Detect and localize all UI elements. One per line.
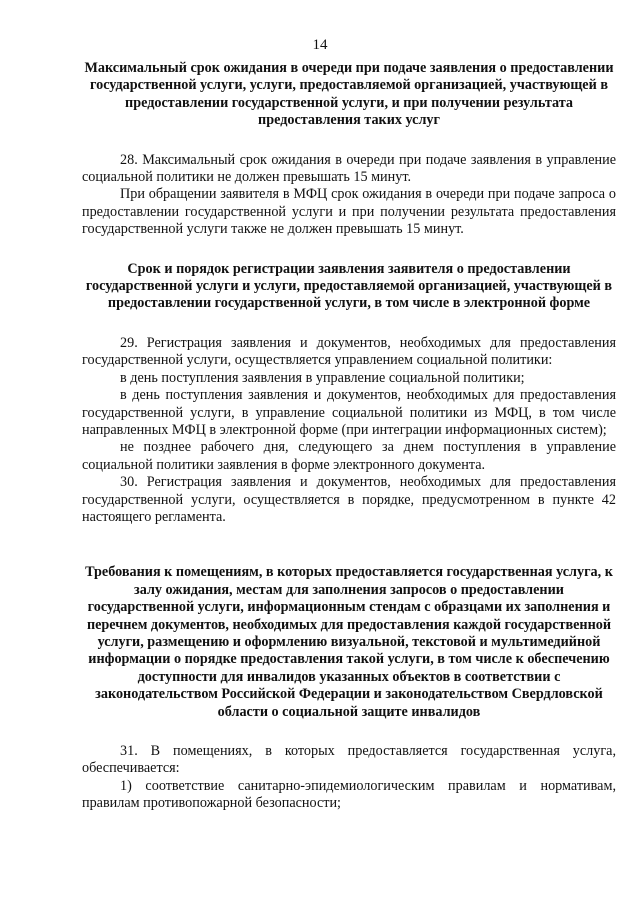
paragraph-29-item-1: в день поступления заявления в управление социальной политики; bbox=[120, 369, 525, 386]
paragraph-28: 28. Максимальный срок ожидания в очереди при подаче заявления в управление социальной политики не должен превышать 15 минут. bbox=[82, 151, 616, 186]
spacer bbox=[82, 130, 616, 152]
spacer bbox=[82, 313, 616, 335]
section-heading-queue-time: Максимальный срок ожидания в очереди при подаче заявления о предоставлении государственной услуги, услуги, предоставляемой организацией, участвующей в предоставлении государственной услуги, и при получении результата предоставления таких услуг bbox=[84, 60, 614, 129]
paragraph-31-item-1: 1) соответствие санитарно-эпидемиологическим правилам и нормативам, правилам противопожарной безопасности; bbox=[82, 777, 616, 812]
section-heading-premises: Требования к помещениям, в которых предоставляется государственная услуга, к залу ожидания, местам для заполнения запросов о предоставлении государственной услуги, информационным стендам с образцами их заполнения и перечнем документов, необходимых для предоставления каждой государственной услуги, размещению и оформлению визуальной, текстовой и мультимедийной информации о порядке предоставления такой услуги, в том числе к обеспечению доступности для инвалидов указанных объектов в соответствии с законодательством Российской Федерации и законодательством Свердловской области о социальной защите инвалидов bbox=[85, 564, 613, 720]
paragraph-mfc-queue: При обращении заявителя в МФЦ срок ожидания в очереди при подаче запроса о предоставлении государственной услуги и при получении результата предоставления государственной услуги также не должен превышать 15 минут. bbox=[82, 186, 616, 238]
paragraph-30: 30. Регистрация заявления и документов, необходимых для предоставления государственной услуги, осуществляется в порядке, предусмотренном в пункте 42 настоящего регламента. bbox=[82, 474, 616, 525]
spacer bbox=[82, 526, 616, 564]
spacer bbox=[82, 721, 616, 743]
section-heading-registration: Срок и порядок регистрации заявления заявителя о предоставлении государственной услуги и услуги, предоставляемой организацией, участвующей в предоставлении государственной услуги, в том числе в электронной форме bbox=[85, 260, 613, 312]
paragraph-29-item-2: в день поступления заявления и документов, необходимых для предоставления государственной услуги, в управление социальной политики из МФЦ, в том числе направленных МФЦ в электронной форме (при интеграции информационных систем); bbox=[82, 387, 616, 438]
paragraph-29-item-3: не позднее рабочего дня, следующего за днем поступления в управление социальной политики заявления в форме электронного документа. bbox=[82, 439, 616, 473]
paragraph-31: 31. В помещениях, в которых предоставляется государственная услуга, обеспечивается: bbox=[82, 743, 616, 777]
paragraph-29: 29. Регистрация заявления и документов, необходимых для предоставления государственной услуги, осуществляется управлением социальной политики: bbox=[82, 334, 616, 369]
document-body bbox=[82, 60, 616, 813]
spacer bbox=[82, 239, 616, 261]
page-number: 14 bbox=[312, 37, 328, 53]
